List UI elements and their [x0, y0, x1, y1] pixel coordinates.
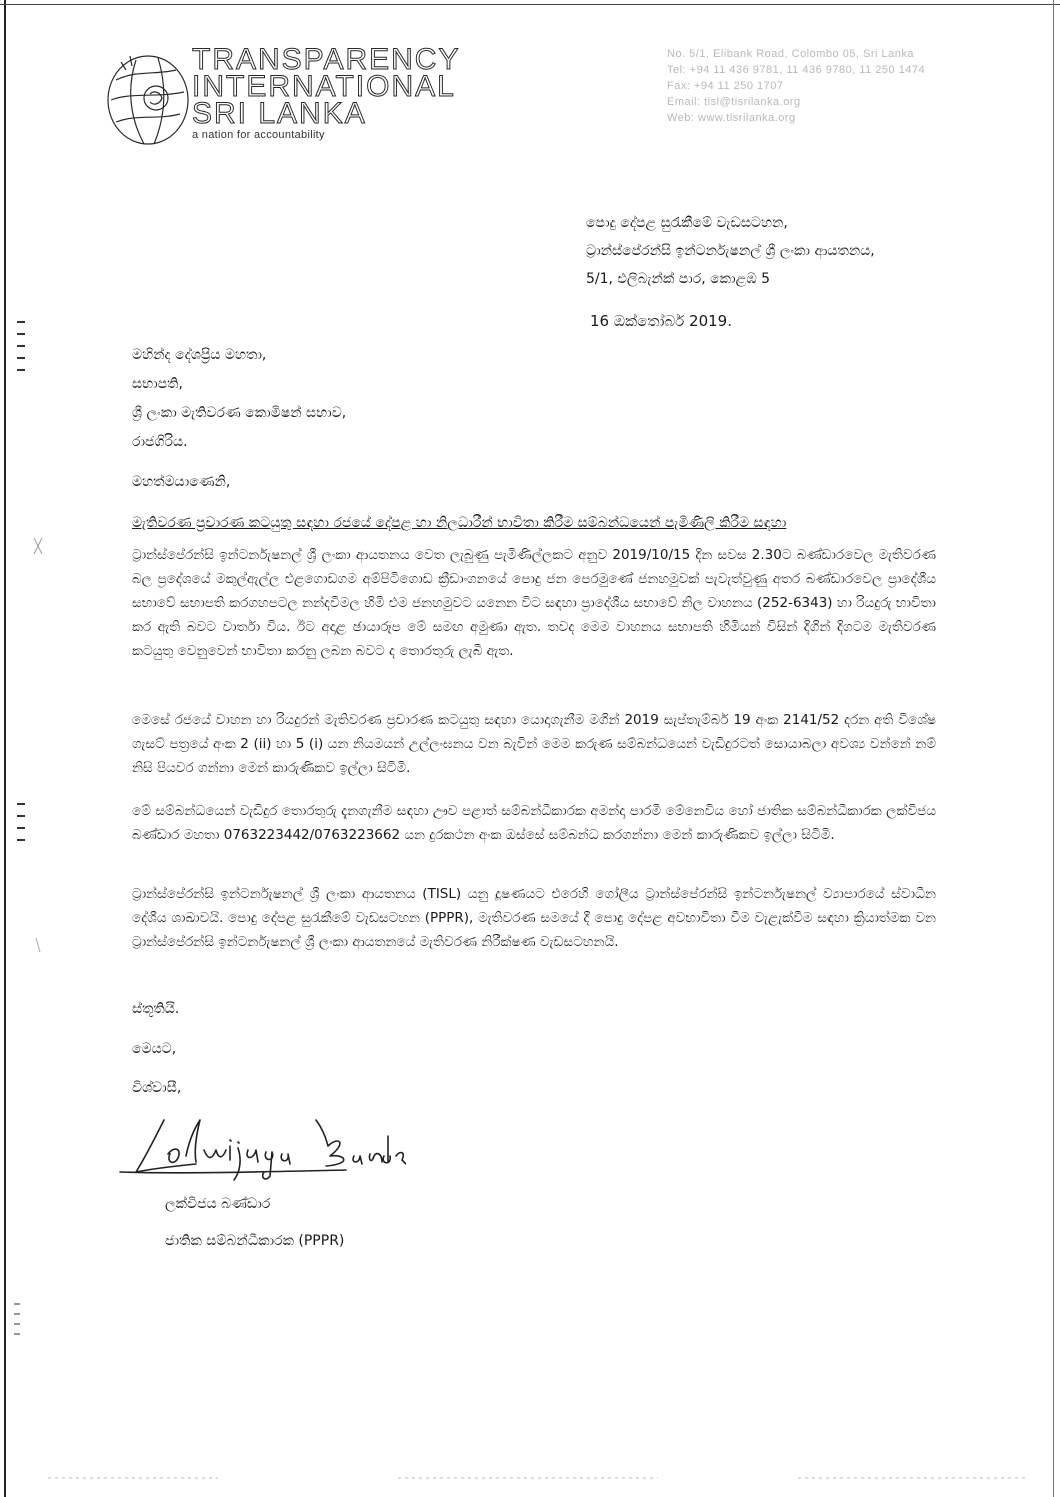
- sender-line-3: 5/1, එලිබැන්ක් පාර, කොළඹ 5: [586, 271, 771, 287]
- letter-date: 16 ඔක්තෝබර් 2019.: [590, 312, 732, 330]
- logo-line-3: SRI LANKA: [192, 97, 367, 130]
- logo-line-1: TRANSPARENCY: [192, 43, 461, 76]
- body-paragraph-1: ට්‍රාන්ස්පේරන්සි ඉන්ටර්නැෂනල් ශ්‍රී ලංකා ආයතනය වෙත ලැබුණු පැමිණිල්ලකට අනුව 2019/10/15 දින සවස 2.30ට බණ්ඩාරවෙල මැතිවරණ බල ප්‍රදේශයේ මකුල්ඇල්ල එළගොඩගම අම්පිටිගොඩ ක්‍රීඩාංගනයේ පොදු ජන පෙරමුණේ ජනහමුවක් පැවැත්වුණු අතර බණ්ඩාරවෙල ප්‍රාදේශීය සභාවේ සභාපති කරගහපටල නන්දවීමල හිමි එම ජනහමුවට යනෙන විට සඳහා ප්‍රාදේශීය සභාවේ නිල වාහනය (252-6343) හා රියදුරු භාවිතා කර ඇති බවට වාර්තා විය. ඊට අදාළ ඡායාරූප මේ සමඟ අමුණා ඇත. තවද මෙම වාහනය සභාපති හිමියන් විසින් දිගින් දිගටම මැතිවරණ කටයුතු වෙනුවෙන් භාවිතා කරනු ලබන බවට ද තොරතුරු ලැබී ඇත.: [132, 547, 936, 659]
- contact-address: No. 5/1, Elibank Road, Colombo 05, Sri Lanka: [667, 48, 915, 60]
- contact-phone: Tel: +94 11 436 9781, 11 436 9780, 11 250 1474: [667, 64, 926, 76]
- contact-web: Web: www.tisrilanka.org: [667, 112, 796, 124]
- contact-block: [667, 46, 997, 126]
- signatory-title: ජාතික සම්බන්ධීකාරක (PPPR): [165, 1233, 345, 1249]
- body-paragraph-2: මෙසේ රජයේ වාහන හා රියදුරන් මැතිවරණ ප්‍රචාරණ කටයුතු සඳහා යොදාගැනීම මගින් 2019 සැප්තැම්බර් 19 අංක 2141/52 දරන අති විශේෂ ගැසට් පත්‍රයේ අංක 2 (ii) හා 5 (i) යන නියමයන් උල්ලංඝනය වන බැවින් මෙම කරුණ සම්බන්ධයෙන් වැඩිදුරටත් සොයාබලා අවශ්‍ය වන්නේ නම් නිසි පියවර ගන්නා මෙන් කාරුණිකව ඉල්ලා සිටිමි.: [132, 712, 936, 776]
- recipient-line-4: රාජගිරිය.: [132, 434, 188, 450]
- logo-line-2: INTERNATIONAL: [192, 70, 456, 103]
- body-paragraph-4: ට්‍රාන්ස්පේරන්සි ඉන්ටර්නැෂනල් ශ්‍රී ලංකා ආයතනය (TISL) යනු දූෂණයට එරෙහි ගෝලීය ට්‍රාන්ස්පේරන්සි ඉන්ටර්නැෂනල් ව්‍යාපාරයේ ස්වාධීන දේශීය ශාඛාවයි. පොදු දේපළ සුරැකීමේ වැඩසටහන (PPPR), මැතිවරණ සමයේ දී පොදු දේපළ අවභාවිතා වීම වැළැක්වීම සඳහා ක්‍රියාත්මක වන ට්‍රාන්ස්පේරන්සි ඉන්ටර්නැෂනල් ශ්‍රී ලංකා ආයතනයේ මැතිවරණ නිරීක්ෂණ වැඩසටහනයි.: [132, 886, 936, 950]
- scan-edge-top: [0, 4, 1060, 5]
- body-paragraph-3: මේ සම්බන්ධයෙන් වැඩිදුර තොරතුරු දැනගැනීම සඳහා ඌව පළාත් සම්බන්ධීකාරක අමන්දා පාරමී මේනෙවිය හෝ ජාතික සම්බන්ධීකාරක ලක්විජය බණ්ඩාර මහතා 0763223442/0763223662 යන දුරකථන අංක ඔස්සේ සම්බන්ධ කරගන්නා මෙන් කාරුණිකව ඉල්ලා සිටිමි.: [132, 803, 936, 843]
- handwritten-signature: [116, 1116, 406, 1186]
- closing-yours: විශ්වාසී,: [132, 1080, 182, 1096]
- recipient-line-3: ශ්‍රී ලංකා මැතිවරණ කොමිෂන් සභාව,: [132, 405, 347, 421]
- scan-punch-mark-2: [14, 800, 28, 852]
- recipient-address: [132, 341, 346, 457]
- sender-line-1: පොදු දේපළ සුරැකීමේ වැඩසටහන,: [586, 215, 788, 231]
- scan-speck-1: [30, 536, 46, 556]
- scan-edge-right: [1053, 0, 1054, 1497]
- scan-punch-mark-1: [14, 318, 28, 378]
- signatory-name: ලක්විජය බණ්ඩාර: [165, 1196, 271, 1212]
- ti-logo-wordmark: [192, 43, 462, 141]
- salutation: මහත්මයාණෙනි,: [132, 474, 231, 490]
- closing-thanks: ස්තූතියි.: [132, 1001, 180, 1017]
- contact-fax: Fax: +94 11 250 1707: [667, 80, 784, 92]
- subject-line: මැතිවරණ ප්‍රචාරණ කටයුතු සඳහා රජයේ දේපළ හා නිලධාරීන් භාවිතා කිරීම සම්බන්ධයෙන් පැමිණිලි කිරීම සඳහා: [132, 515, 787, 531]
- closing-wesati: මෙයට,: [132, 1041, 177, 1057]
- scan-edge-left: [4, 0, 6, 1497]
- recipient-line-2: සභාපති,: [132, 376, 183, 392]
- scan-punch-mark-3: [12, 1300, 22, 1340]
- sender-address: [586, 209, 875, 293]
- scan-speck-2: [34, 936, 42, 954]
- logo-tagline: a nation for accountability: [192, 129, 325, 141]
- scan-bottom-noise: [18, 1474, 1048, 1482]
- contact-email: Email: tisl@tisrilanka.org: [667, 96, 801, 108]
- sender-line-2: ට්‍රාන්ස්පේරන්සි ඉන්ටර්නැෂනල් ශ්‍රී ලංකා ආයතනය,: [586, 243, 875, 259]
- recipient-line-1: මහින්ද දේශප්‍රිය මහතා,: [132, 347, 267, 363]
- ti-logo-emblem-icon: [96, 50, 206, 150]
